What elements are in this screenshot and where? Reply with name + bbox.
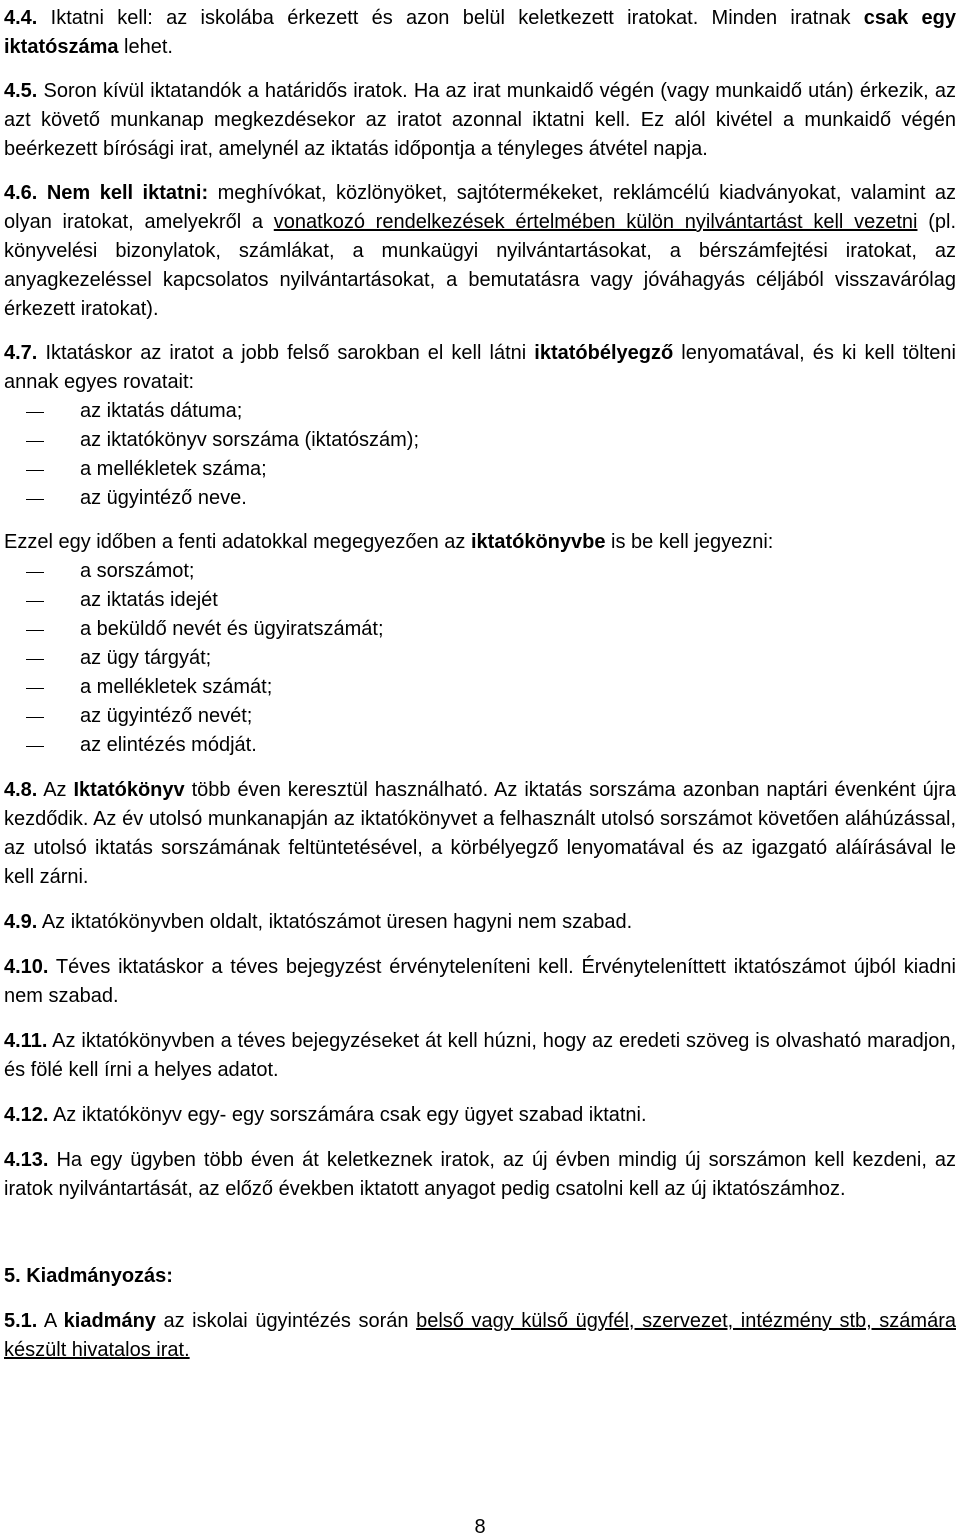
paragraph-4-5 xyxy=(4,77,956,164)
list-item: a sorszámot; xyxy=(4,557,956,586)
list-item: az ügy tárgyát; xyxy=(4,644,956,673)
list-item: az iktatókönyv sorszáma (iktatószám); xyxy=(4,426,956,455)
section-number: 4.11. xyxy=(4,1030,48,1052)
emphasis: Iktatókönyv xyxy=(73,779,185,801)
paragraph-text: A xyxy=(37,1310,64,1332)
paragraph-text: Soron kívül iktatandók a határidős iratok. Ha az irat munkaidő végén (vagy munkaidő után) érkezik, az azt követő munkanap megkezdésekor az iratot azonnal iktatni kell. Ez alól kivétel a munkaidő végén beérkezett bírósági irat, amelynél az iktatás időpontja a tényleges átvétel napja. xyxy=(4,80,956,160)
section-number: 4.7. xyxy=(4,342,38,364)
paragraph-4-6 xyxy=(4,179,956,324)
section-number: 5.1. xyxy=(4,1310,38,1332)
paragraph-4-4 xyxy=(4,4,956,62)
heading-text: 5. Kiadmányozás: xyxy=(4,1265,173,1287)
underlined-text: belső vagy külső ügyfél, szervezet, intézmény stb, számára készült hivatalos irat. xyxy=(4,1310,956,1361)
list-item: az elintézés módját. xyxy=(4,731,956,760)
emphasis: iktatóbélyegző xyxy=(534,342,674,364)
paragraph-text: Az xyxy=(37,779,74,801)
section-number: 4.6. xyxy=(4,182,38,204)
paragraph-text: meghívókat, közlönyöket, sajtótermékeket, reklámcélú kiadványokat, valamint az olyan iratokat, amelyekről a xyxy=(4,182,956,233)
paragraph-4-11 xyxy=(4,1027,956,1085)
paragraph-text: Az iktatókönyv egy- egy sorszámára csak egy ügyet szabad iktatni. xyxy=(48,1104,647,1126)
paragraph-text: Téves iktatáskor a téves bejegyzést érvényteleníteni kell. Érvényteleníttett iktatószámot újból kiadni nem szabad. xyxy=(4,956,956,1007)
paragraph-4-9 xyxy=(4,908,956,937)
paragraph-text: Iktatáskor az iratot a jobb felső sarokban el kell látni xyxy=(37,342,535,364)
emphasis: csak egy iktatószáma xyxy=(4,7,956,58)
emphasis: kiadmány xyxy=(63,1310,156,1332)
section-heading xyxy=(4,1262,956,1291)
emphasis: Nem kell iktatni: xyxy=(37,182,209,204)
paragraph-4-12 xyxy=(4,1101,956,1130)
paragraph-text: Ha egy ügyben több éven át keletkeznek iratok, az új évben mindig új sorszámon kell kezdeni, az iratok nyilvántartását, az előző években iktatott anyagot pedig csatolni kell az új iktatószámhoz. xyxy=(4,1149,956,1200)
section-number: 4.13. xyxy=(4,1149,49,1171)
paragraph-4-13 xyxy=(4,1146,956,1204)
list-item: az ügyintéző neve. xyxy=(4,484,956,513)
underlined-text: vonatkozó rendelkezések értelmében külön nyilvántartást kell vezetni xyxy=(273,211,918,233)
list-item: a beküldő nevét és ügyiratszámát; xyxy=(4,615,956,644)
paragraph-text: lenyomatával, és ki kell tölteni annak egyes rovatait: xyxy=(4,342,956,393)
section-number: 4.9. xyxy=(4,911,38,933)
stamp-fields-list xyxy=(4,397,956,513)
paragraph-text: is be kell jegyezni: xyxy=(605,531,774,553)
list-item: az ügyintéző nevét; xyxy=(4,702,956,731)
paragraph-text: Az iktatókönyvben oldalt, iktatószámot üresen hagyni nem szabad. xyxy=(37,911,633,933)
paragraph-4-7 xyxy=(4,339,956,397)
paragraph-4-10 xyxy=(4,953,956,1011)
paragraph-register xyxy=(4,528,956,557)
section-number: 4.10. xyxy=(4,956,49,978)
document-page xyxy=(4,4,956,1365)
paragraph-text: lehet. xyxy=(118,36,173,58)
register-fields-list xyxy=(4,557,956,760)
paragraph-text: Az iktatókönyvben a téves bejegyzéseket át kell húzni, hogy az eredeti szöveg is olvasható maradjon, és fölé kell írni a helyes adatot. xyxy=(4,1030,956,1081)
paragraph-text: több éven keresztül használható. Az iktatás sorszáma azonban naptári évenként újra kezdődik. Az év utolsó munkanapján az iktatókönyvet a felhasznált utolsó sorszámot követően aláhúzással, az utolsó iktatás sorszámának feltüntetésével, a körbélyegző lenyomatával és az igazgató aláírásával le kell zárni. xyxy=(4,779,956,888)
paragraph-5-1 xyxy=(4,1307,956,1365)
paragraph-text: az iskolai ügyintézés során xyxy=(155,1310,417,1332)
section-number: 4.12. xyxy=(4,1104,49,1126)
emphasis: iktatókönyvbe xyxy=(470,531,606,553)
paragraph-text: Ezzel egy időben a fenti adatokkal megegyezően az xyxy=(4,531,471,553)
list-item: az iktatás dátuma; xyxy=(4,397,956,426)
section-number: 4.5. xyxy=(4,80,38,102)
list-item: az iktatás idejét xyxy=(4,586,956,615)
page-number: 8 xyxy=(474,1516,486,1538)
list-item: a mellékletek száma; xyxy=(4,455,956,484)
list-item: a mellékletek számát; xyxy=(4,673,956,702)
paragraph-text: (pl. könyvelési bizonylatok, számlákat, a munkaügyi nyilvántartásokat, a bérszámfejtési iratokat, az anyagkezeléssel kapcsolatos nyilvántartásokat, a bemutatásra vagy jóváhagyás céljából visszavárólag érkezett iratokat). xyxy=(4,211,956,320)
section-number: 4.4. xyxy=(4,7,38,29)
section-number: 4.8. xyxy=(4,779,38,801)
paragraph-4-8 xyxy=(4,776,956,892)
paragraph-text: Iktatni kell: az iskolába érkezett és azon belül keletkezett iratokat. Minden iratnak xyxy=(37,7,864,29)
